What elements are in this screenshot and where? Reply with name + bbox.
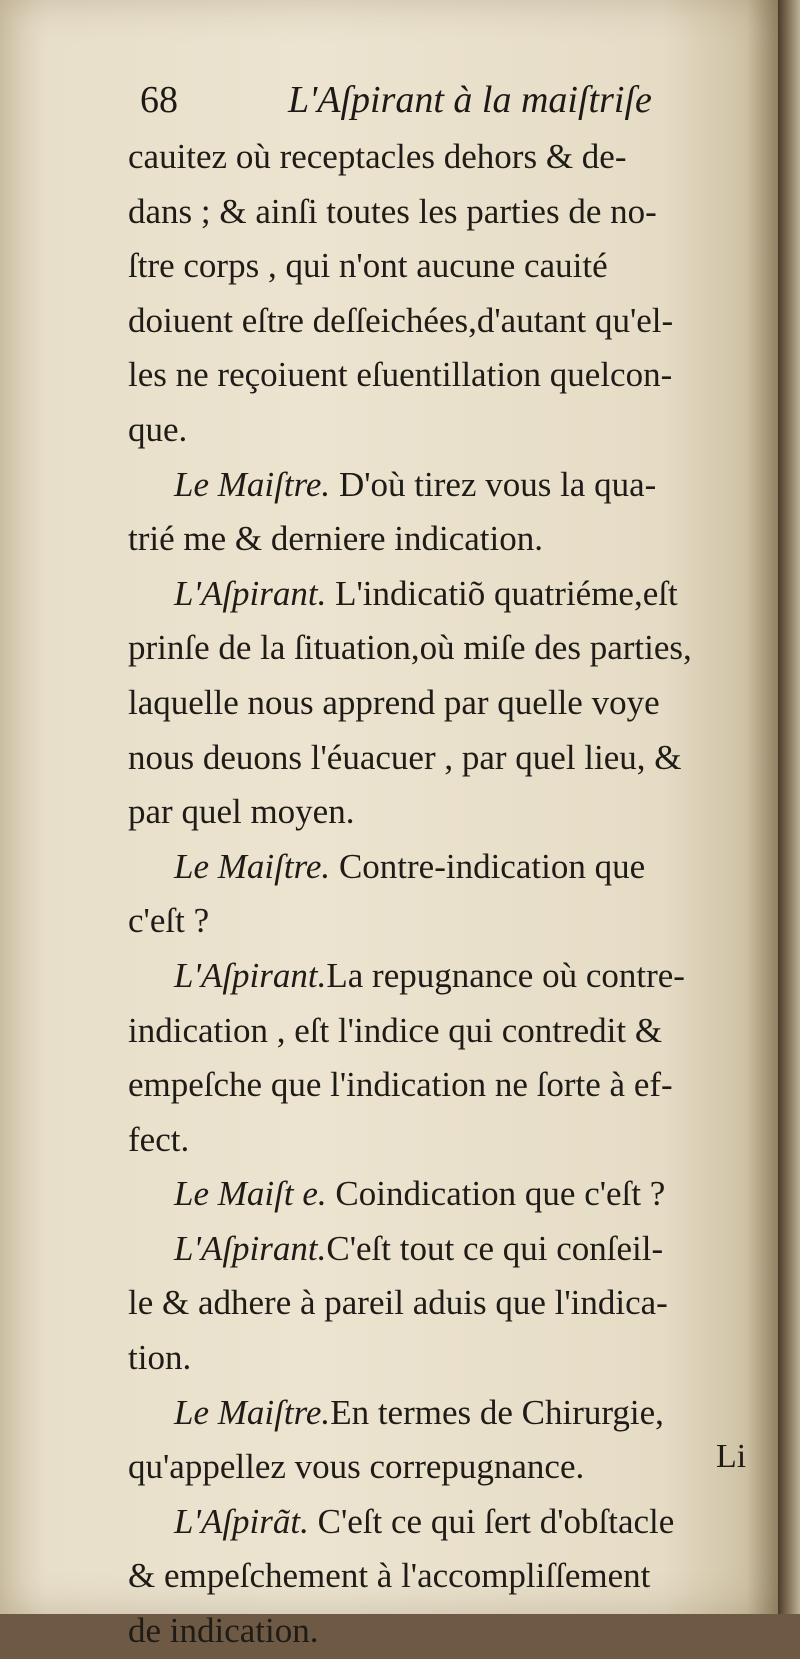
line-text: de indication. [128, 1611, 319, 1651]
line-text: Contre-indication que [330, 846, 646, 886]
text-line [128, 294, 760, 349]
text-line [128, 130, 760, 185]
line-text: qu'appellez vous correpugnance. [128, 1447, 585, 1487]
speaker-label: L'Aſpirant. [174, 955, 327, 995]
text-line [128, 840, 760, 895]
line-text: cauitez où receptacles dehors & de- [128, 137, 627, 176]
line-text: fect. [128, 1119, 190, 1159]
text-line [128, 1495, 760, 1550]
text-line [128, 1113, 760, 1168]
text-line [128, 1549, 760, 1604]
line-text: D'où tirez vous la qua- [330, 464, 657, 504]
body-text [128, 130, 760, 1659]
text-line [128, 567, 760, 622]
text-line [128, 621, 760, 676]
text-line [128, 1004, 760, 1059]
line-text: empeſche que l'indication ne ſorte à ef- [128, 1065, 673, 1105]
line-text: laquelle nous apprend par quelle voye [128, 682, 660, 722]
text-line [128, 676, 760, 731]
page-number: 68 [140, 79, 178, 121]
line-text: prinſe de la ſituation,où miſe des parties, [128, 628, 692, 668]
speaker-label: Le Maiſt e. [174, 1174, 327, 1214]
text-line [128, 1604, 760, 1659]
line-text: les ne reçoiuent eſuentillation quelcon- [128, 355, 673, 395]
speaker-label: Le Maiſtre. [174, 846, 331, 886]
running-title: L'Aſpirant à la maiſtriſe [288, 79, 652, 121]
line-text: dans ; & ainſi toutes les parties de no- [128, 191, 657, 231]
text-line [128, 512, 760, 567]
line-text: que. [128, 409, 188, 449]
line-text: C'eſt tout ce qui conſeil- [326, 1228, 664, 1268]
line-text: L'indicatiõ quatriéme,eſt [326, 573, 678, 613]
text-line [128, 785, 760, 840]
speaker-label: L'Aſpirãt. [174, 1501, 309, 1541]
text-line [128, 949, 760, 1004]
line-text: & empeſchement à l'accompliſſement [128, 1556, 651, 1596]
line-text: Coindication que c'eſt ? [326, 1174, 666, 1214]
text-line [128, 1222, 760, 1277]
line-text: c'eſt ? [128, 901, 210, 941]
line-text: nous deuons l'éuacuer , par quel lieu, & [128, 737, 682, 777]
text-line [128, 239, 760, 294]
text-line [128, 348, 760, 403]
speaker-label: Le Maiſtre. [174, 1392, 331, 1432]
text-line [128, 1276, 760, 1331]
line-text: trié me & derniere indication. [128, 519, 543, 559]
line-text: En termes de Chirurgie, [330, 1392, 664, 1432]
line-text: C'eſt ce qui ſert d'obſtacle [308, 1501, 675, 1541]
text-line [128, 1331, 760, 1386]
line-text: doiuent eſtre deſſeichées,d'autant qu'el- [128, 300, 674, 340]
text-line [128, 731, 760, 786]
speaker-label: L'Aſpirant. [174, 1228, 327, 1268]
catchword: Li [716, 1438, 747, 1475]
text-line [128, 1167, 760, 1222]
text-line [128, 1386, 760, 1441]
text-line [128, 403, 760, 458]
text-line [128, 1440, 760, 1495]
line-text: La repugnance où contre- [326, 955, 685, 995]
text-line [128, 894, 760, 949]
text-line [128, 185, 760, 240]
text-line [128, 458, 760, 513]
speaker-label: L'Aſpirant. [174, 573, 327, 613]
line-text: ſtre corps , qui n'ont aucune cauité [128, 246, 608, 286]
line-text: indication , eſt l'indice qui contredit & [128, 1010, 663, 1050]
text-line [128, 1058, 760, 1113]
page-header [140, 78, 740, 138]
speaker-label: Le Maiſtre. [174, 464, 331, 504]
line-text: par quel moyen. [128, 792, 355, 832]
book-gutter [778, 0, 800, 1614]
line-text: tion. [128, 1338, 192, 1378]
line-text: le & adhere à pareil aduis que l'indica- [128, 1283, 668, 1323]
